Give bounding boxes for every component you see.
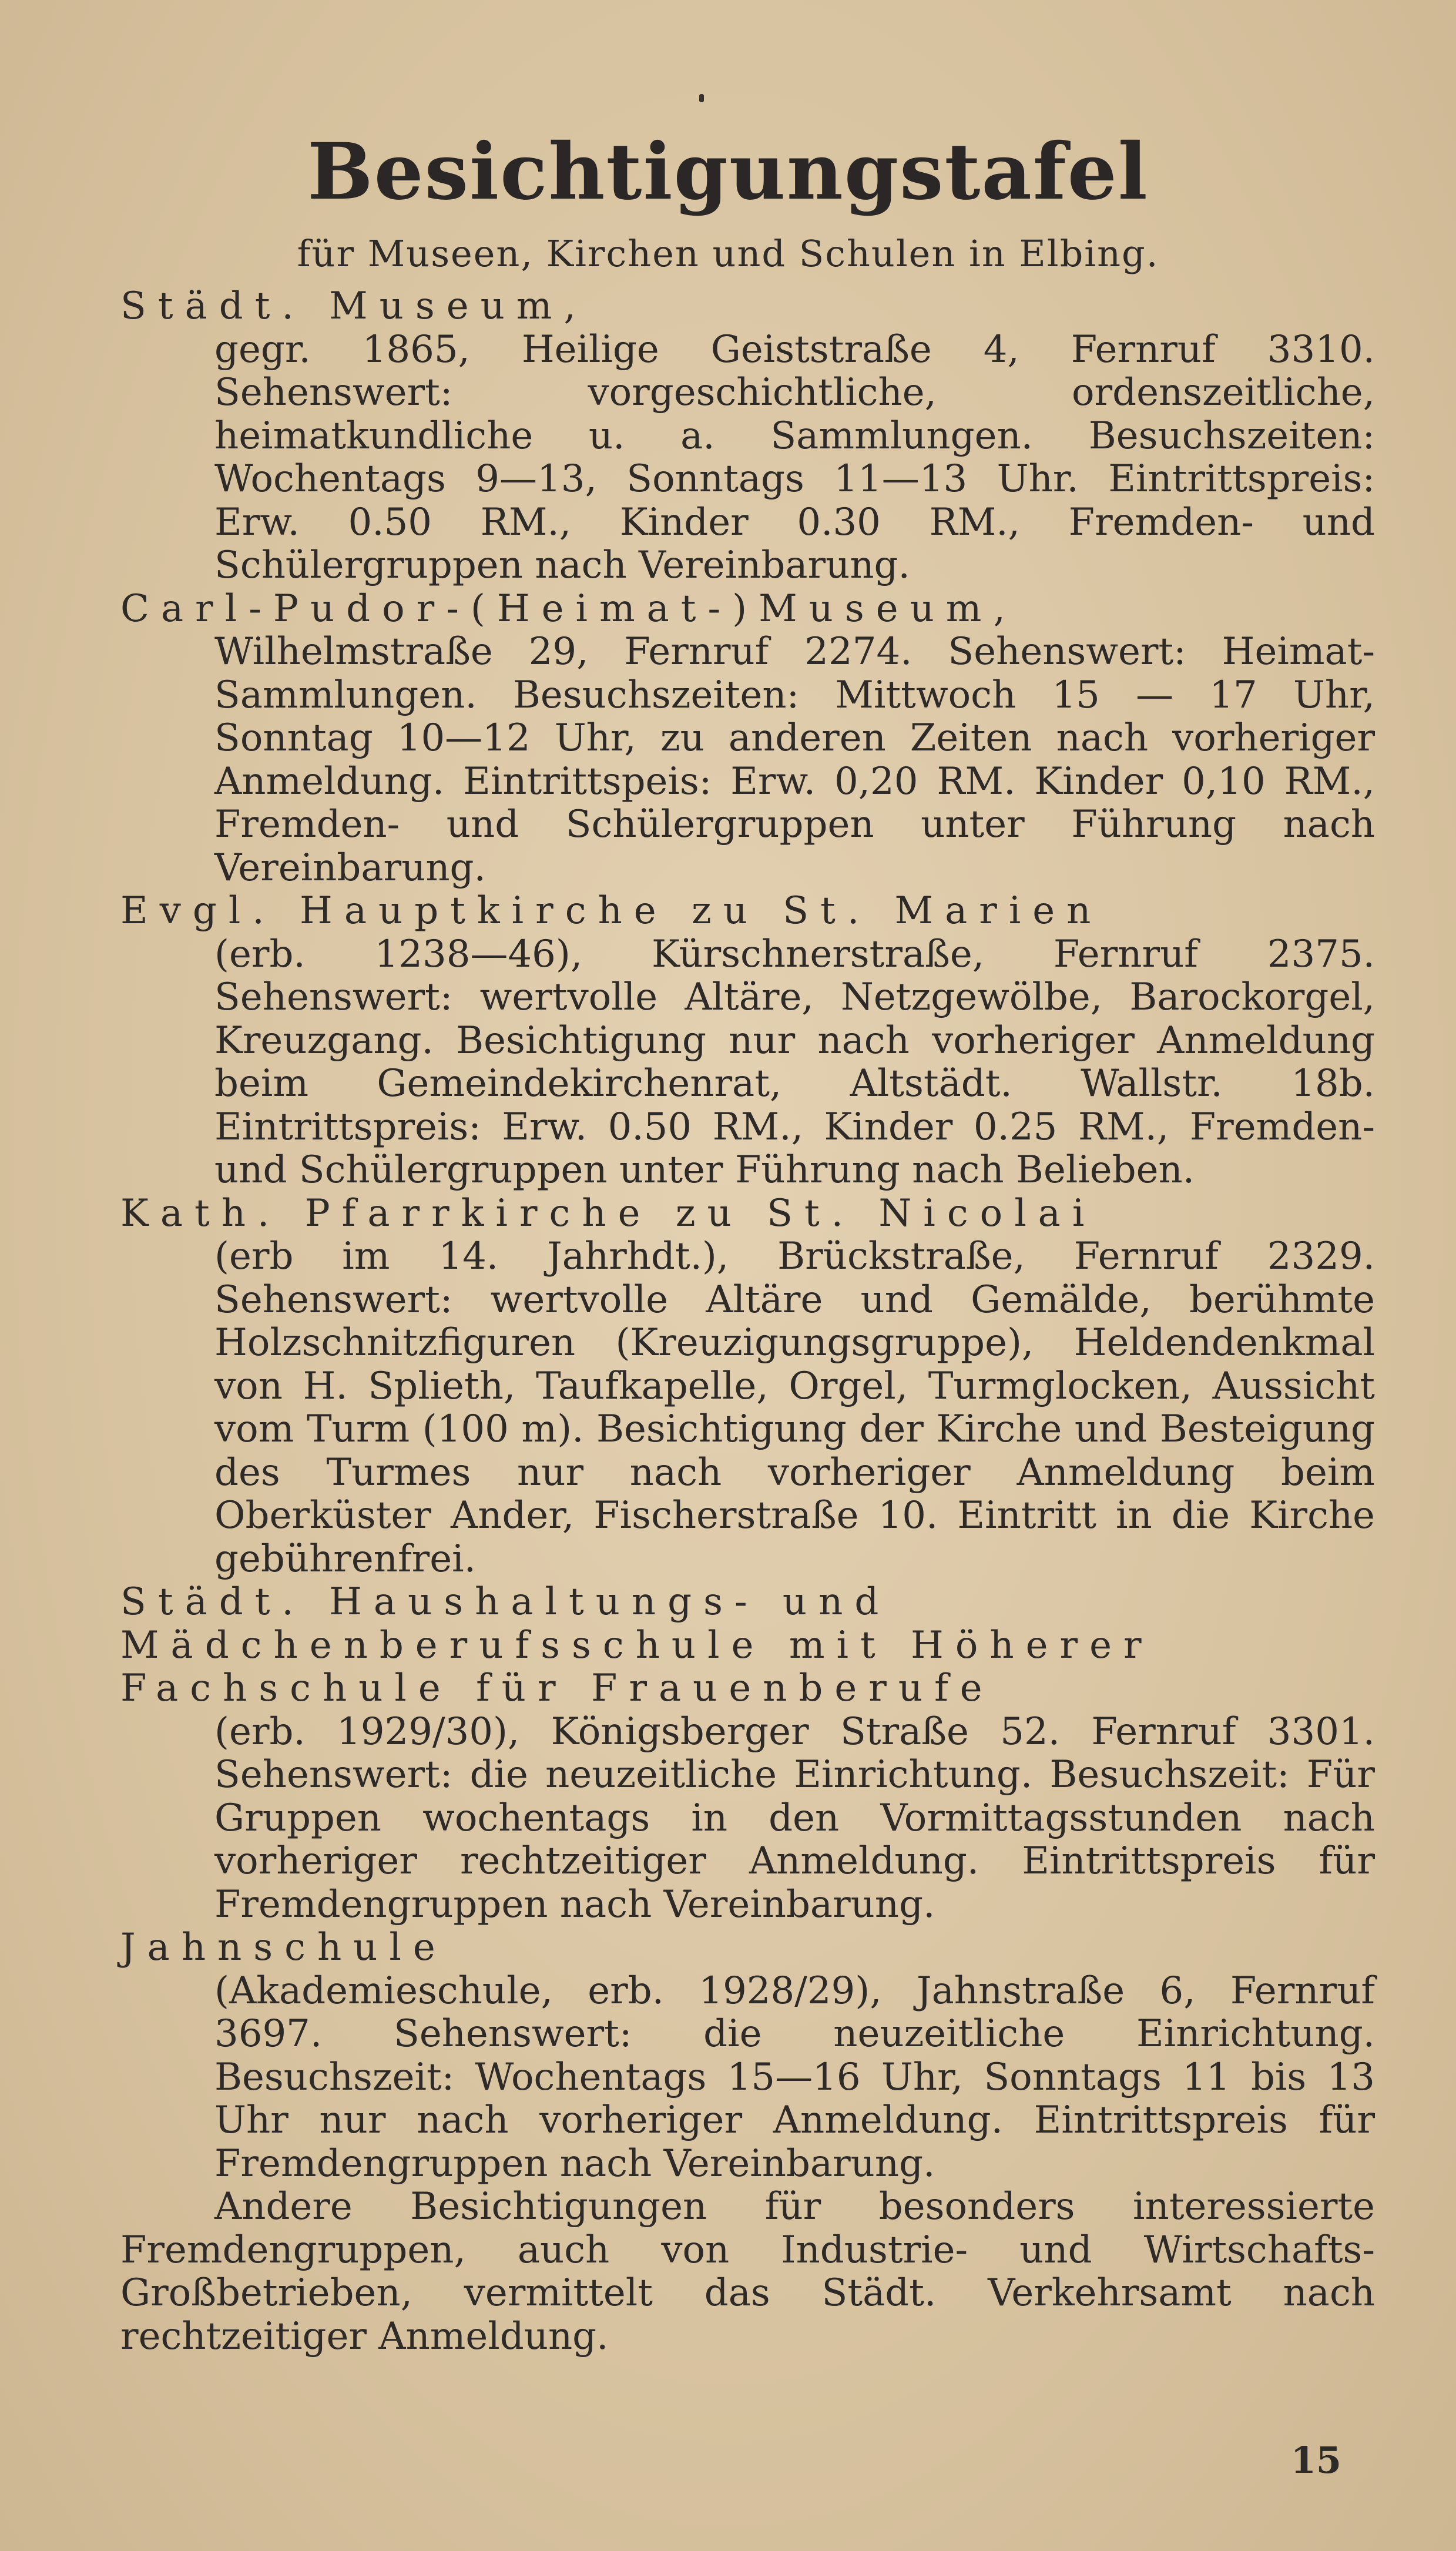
entry-heading: Kath. Pfarrkirche zu St. Nicolai [120,1191,1096,1235]
entry-body: gegr. 1865, Heilige Geiststraße 4, Fernruf 3310. Sehenswert: vorgeschichtliche, ordenszeitliche, heimatkundliche u. a. Sammlungen. Besuchszeiten: Wochentags 9—13, Sonntags 11—13 Uhr. Eintrittspreis: Erw. 0.50 RM., Kinder 0.30 RM., Fremden- und Schülergruppen nach Vereinbarung. [214,327,1375,587]
entry-jahnschule [120,1926,1375,2185]
entries-list [120,285,1375,2358]
entry-body: Wilhelmstraße 29, Fernruf 2274. Sehenswert: Heimat-Sammlungen. Besuchszeiten: Mittwoch 15 — 17 Uhr, Sonntag 10—12 Uhr, zu anderen Zeiten nach vorheriger Anmeldung. Eintrittspeis: Erw. 0,20 RM. Kinder 0,10 RM., Fremden- und Schülergruppen unter Führung nach Vereinbarung. [214,630,1375,890]
page-subtitle: für Museen, Kirchen und Schulen in Elbing. [297,232,1159,275]
entry-st-nicolai [120,1192,1375,1581]
entry-body: (erb. 1238—46), Kürschnerstraße, Fernruf 2375. Sehenswert: wertvolle Altäre, Netzgewölbe, Barockorgel, Kreuzgang. Besichtigung nur nach vorheriger Anmeldung beim Gemeindekirchenrat, Altstädt. Wallstr. 18b. Eintrittspreis: Erw. 0.50 RM., Kinder 0.25 RM., Fremden- und Schülergruppen unter Führung nach Belieben. [214,932,1375,1192]
entry-body: (erb im 14. Jahrhdt.), Brückstraße, Fernruf 2329. Sehenswert: wertvolle Altäre und Gemälde, berühmte Holzschnitzfiguren (Kreuzigungsgruppe), Heldendenkmal von H. Splieth, Taufkapelle, Orgel, Turmglocken, Aussicht vom Turm (100 m). Besichtigung der Kirche und Besteigung des Turmes nur nach vorheriger Anmeldung beim Oberküster Ander, Fischerstraße 10. Eintritt in die Kirche gebührenfrei. [214,1235,1375,1581]
entry-heading: Städt. Haushaltungs- und Mädchenberufsschule mit Höherer Fachschule für Frauenberufe [120,1580,1153,1710]
entry-heading: Carl-Pudor-(Heimat-)Museum, [120,586,1017,631]
entry-heading: Evgl. Hauptkirche zu St. Marien [120,889,1103,933]
page-title: Besichtigungstafel [307,126,1149,217]
entry-heading: Jahnschule [120,1926,447,1969]
closing-note: Andere Besichtigungen für besonders interessierte Fremdengruppen, auch von Industrie- und Wirtschafts-Großbetrieben, vermittelt das Städt. Verkehrsamt nach rechtzeitiger Anmeldung. [120,2185,1375,2358]
entry-haushaltungsschule [120,1581,1375,1926]
entry-body: (erb. 1929/30), Königsberger Straße 52. Fernruf 3301. Sehenswert: die neuzeitliche Einrichtung. Besuchszeit: Für Gruppen wochentags in den Vormittagsstunden nach vorheriger rechtzeitiger Anmeldung. Eintrittspreis für Fremdengruppen nach Vereinbarung. [214,1709,1375,1926]
entry-st-marien [120,890,1375,1192]
entry-carl-pudor-museum [120,588,1375,890]
entry-body: (Akademieschule, erb. 1928/29), Jahnstraße 6, Fernruf 3697. Sehenswert: die neuzeitliche Einrichtung. Besuchszeit: Wochentags 15—16 Uhr, Sonntags 11 bis 13 Uhr nur nach vorheriger Anmeldung. Eintrittspreis für Fremdengruppen nach Vereinbarung. [214,1969,1375,2185]
ink-speck [699,94,704,102]
entry-staedt-museum [120,285,1375,588]
entry-heading: Städt. Museum, [120,284,588,328]
page-number: 15 [1290,2439,1341,2482]
